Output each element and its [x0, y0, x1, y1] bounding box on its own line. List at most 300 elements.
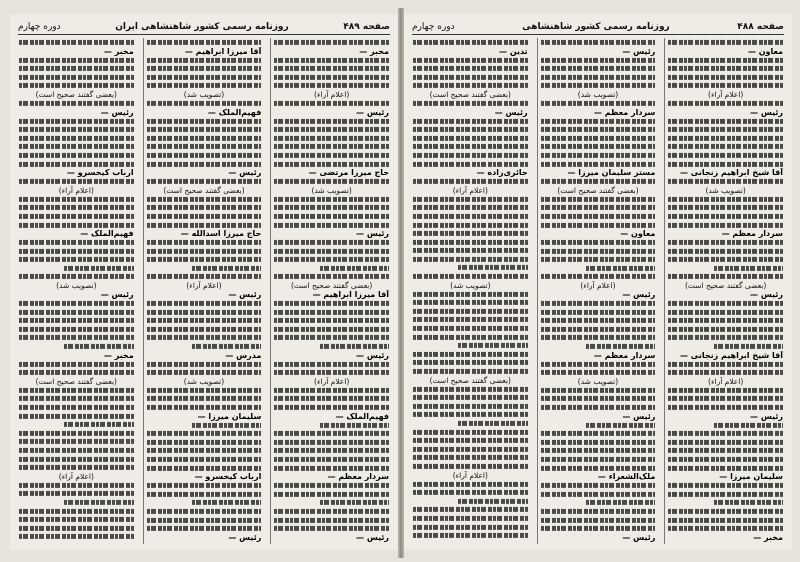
text-line	[19, 101, 134, 106]
text-line	[413, 248, 528, 253]
text-line	[147, 179, 262, 184]
text-line	[274, 274, 389, 279]
text-line	[19, 58, 134, 63]
text-line	[413, 197, 528, 202]
text-line	[668, 318, 783, 323]
text-line	[147, 274, 262, 279]
text-line	[274, 127, 389, 132]
text-line	[541, 240, 656, 245]
text-line	[668, 240, 783, 245]
speaker-heading: رئیس —	[622, 290, 656, 300]
text-line	[147, 405, 262, 410]
text-line	[541, 362, 656, 367]
text-line	[668, 448, 783, 453]
text-line	[541, 405, 656, 410]
text-line	[19, 222, 134, 227]
right-page-column-2	[537, 38, 659, 544]
speaker-heading: مخبر —	[103, 350, 134, 360]
text-line	[668, 335, 783, 340]
session-note: (بعضی گفتند صحیح است)	[557, 185, 639, 195]
text-line	[19, 414, 134, 419]
text-line	[192, 423, 261, 428]
text-line	[413, 40, 528, 45]
text-line	[413, 292, 528, 297]
session-note: (اعلام آراء)	[58, 185, 94, 195]
text-line	[147, 388, 262, 393]
session-note: (اعلام آراء)	[580, 281, 616, 291]
text-line	[413, 317, 528, 322]
session-note: (اعلام آراء)	[314, 376, 350, 386]
text-line	[147, 214, 262, 219]
left-page-title: روزنامه رسمی کشور شاهنشاهی ایران	[115, 22, 289, 32]
text-line	[147, 240, 262, 245]
text-line	[19, 465, 134, 470]
session-note: (تصویب شد)	[183, 376, 225, 386]
text-line	[541, 118, 656, 123]
book-gutter	[398, 8, 404, 558]
text-line	[19, 66, 134, 71]
text-line	[19, 491, 134, 496]
text-line	[413, 231, 528, 236]
session-note: (تصویب شد)	[577, 376, 619, 386]
text-line	[413, 464, 528, 469]
text-line	[147, 483, 262, 488]
text-line	[19, 405, 134, 410]
text-line	[147, 440, 262, 445]
session-note: (بعضی گفتند صحیح است)	[684, 281, 767, 291]
right-page-column-3	[410, 38, 531, 544]
left-page-column-3	[16, 38, 137, 544]
text-line	[714, 266, 783, 271]
text-line	[413, 161, 528, 166]
text-line	[668, 161, 783, 166]
speaker-heading: مدرس —	[225, 350, 262, 360]
speaker-heading: رئیس —	[622, 532, 656, 542]
text-line	[192, 344, 261, 349]
text-line	[541, 136, 656, 141]
right-page	[404, 14, 792, 550]
text-line	[147, 318, 262, 323]
text-line	[668, 222, 783, 227]
text-line	[274, 526, 389, 531]
text-line	[541, 492, 656, 497]
text-line	[320, 266, 389, 271]
text-line	[541, 318, 656, 323]
text-line	[274, 517, 389, 522]
text-line	[19, 83, 134, 88]
text-line	[413, 257, 528, 262]
text-line	[19, 214, 134, 219]
text-line	[541, 197, 656, 202]
text-line	[541, 465, 656, 470]
text-line	[458, 421, 527, 426]
text-line	[668, 257, 783, 262]
speaker-heading: آقا میرزا ابراهیم —	[184, 46, 262, 56]
text-line	[274, 483, 389, 488]
text-line	[668, 274, 783, 279]
text-line	[274, 431, 389, 436]
text-line	[413, 240, 528, 245]
speaker-heading: ملک‌الشعراء —	[597, 472, 656, 482]
text-line	[413, 507, 528, 512]
text-line	[413, 524, 528, 529]
speaker-heading: سردار معظم —	[721, 229, 783, 239]
text-line	[668, 75, 783, 80]
text-line	[147, 362, 262, 367]
speaker-heading: رئیس —	[494, 107, 528, 117]
text-line	[147, 205, 262, 210]
text-line	[413, 66, 528, 71]
text-line	[413, 533, 528, 538]
text-line	[541, 249, 656, 254]
text-line	[668, 197, 783, 202]
text-line	[19, 335, 134, 340]
speaker-heading: رئیس —	[356, 229, 389, 239]
text-line	[541, 75, 656, 80]
text-line	[274, 66, 389, 71]
text-line	[541, 274, 656, 279]
session-note: (بعضی گفتند صحیح است)	[35, 376, 117, 386]
text-line	[147, 431, 262, 436]
text-line	[147, 75, 262, 80]
text-line	[274, 197, 389, 202]
text-line	[147, 101, 262, 106]
text-line	[413, 153, 528, 158]
text-line	[192, 500, 261, 505]
text-line	[274, 335, 389, 340]
text-line	[413, 144, 528, 149]
text-line	[413, 395, 528, 400]
speaker-heading: معاون —	[747, 46, 783, 56]
text-line	[413, 455, 528, 460]
text-line	[413, 274, 528, 279]
text-line	[274, 249, 389, 254]
speaker-heading: حاج میرزا مرتضی —	[308, 168, 389, 178]
text-line	[274, 492, 389, 497]
text-line	[668, 431, 783, 436]
text-line	[64, 500, 133, 505]
text-line	[147, 310, 262, 315]
text-line	[274, 465, 389, 470]
text-line	[274, 257, 389, 262]
text-line	[274, 301, 389, 306]
speaker-heading: رئیس —	[356, 107, 389, 117]
speaker-heading: معاون —	[620, 229, 656, 239]
text-line	[413, 490, 528, 495]
session-note: (بعضی گفتند صحیح است)	[290, 281, 373, 291]
text-line	[274, 440, 389, 445]
text-line	[413, 447, 528, 452]
text-line	[668, 58, 783, 63]
session-note: (اعلام آراء)	[452, 185, 488, 195]
text-line	[541, 144, 656, 149]
text-line	[668, 153, 783, 158]
text-line	[413, 438, 528, 443]
text-line	[413, 360, 528, 365]
text-line	[274, 362, 389, 367]
text-line	[19, 483, 134, 488]
left-page-header	[18, 20, 390, 35]
text-line	[274, 205, 389, 210]
speaker-heading: سلیمان میرزا —	[197, 411, 262, 421]
text-line	[541, 440, 656, 445]
text-line	[668, 388, 783, 393]
text-line	[19, 179, 134, 184]
text-line	[413, 75, 528, 80]
text-line	[668, 179, 783, 184]
text-line	[668, 465, 783, 470]
text-line	[541, 40, 656, 45]
right-page-period: دوره چهارم	[412, 22, 455, 32]
text-line	[19, 388, 134, 393]
session-note: (تصویب شد)	[183, 89, 225, 99]
text-line	[147, 197, 262, 202]
text-line	[274, 144, 389, 149]
text-line	[147, 370, 262, 375]
text-line	[320, 423, 389, 428]
text-line	[19, 517, 134, 522]
session-note: (تصویب شد)	[577, 89, 619, 99]
text-line	[668, 214, 783, 219]
text-line	[668, 144, 783, 149]
speaker-heading: فهیم‌الملک —	[335, 411, 389, 421]
text-line	[274, 370, 389, 375]
text-line	[274, 318, 389, 323]
text-line	[413, 83, 528, 88]
text-line	[147, 249, 262, 254]
speaker-heading: رئیس —	[228, 290, 262, 300]
text-line	[668, 205, 783, 210]
text-line	[64, 266, 133, 271]
text-line	[274, 118, 389, 123]
text-line	[413, 481, 528, 486]
speaker-heading: رئیس —	[750, 411, 783, 421]
text-line	[320, 344, 389, 349]
text-line	[274, 75, 389, 80]
text-line	[147, 153, 262, 158]
text-line	[413, 136, 528, 141]
text-line	[413, 429, 528, 434]
right-page-column-1	[664, 38, 786, 544]
text-line	[668, 83, 783, 88]
text-line	[668, 127, 783, 132]
text-line	[274, 136, 389, 141]
text-line	[413, 58, 528, 63]
speaker-heading: تدین —	[499, 46, 528, 56]
text-line	[413, 214, 528, 219]
text-line	[541, 127, 656, 132]
text-line	[147, 144, 262, 149]
session-note: (تصویب شد)	[311, 185, 352, 195]
speaker-heading: ارباب کیخسرو —	[66, 168, 134, 178]
text-line	[274, 448, 389, 453]
text-line	[147, 83, 262, 88]
speaker-heading: سردار معظم —	[327, 472, 389, 482]
session-note: (اعلام آراء)	[708, 89, 744, 99]
text-line	[147, 396, 262, 401]
text-line	[413, 179, 528, 184]
text-line	[147, 327, 262, 332]
speaker-heading: رئیس —	[356, 532, 389, 542]
text-line	[413, 309, 528, 314]
text-line	[668, 492, 783, 497]
text-line	[320, 500, 389, 505]
text-line	[413, 412, 528, 417]
right-page-number: صفحه ۴۸۸	[737, 22, 784, 32]
text-line	[274, 153, 389, 158]
text-line	[147, 161, 262, 166]
text-line	[147, 40, 262, 45]
text-line	[541, 153, 656, 158]
speaker-heading: مخبر —	[103, 46, 134, 56]
text-line	[19, 327, 134, 332]
text-line	[541, 335, 656, 340]
text-line	[668, 40, 783, 45]
text-line	[274, 161, 389, 166]
text-line	[192, 266, 261, 271]
text-line	[541, 66, 656, 71]
right-page-columns	[410, 38, 786, 544]
text-line	[274, 179, 389, 184]
speaker-heading: سردار معظم —	[593, 107, 656, 117]
text-line	[147, 509, 262, 514]
text-line	[19, 396, 134, 401]
text-line	[668, 509, 783, 514]
text-line	[714, 500, 783, 505]
right-page-header	[412, 20, 784, 35]
text-line	[541, 222, 656, 227]
text-line	[413, 326, 528, 331]
session-note: (تصویب شد)	[56, 281, 97, 291]
text-line	[413, 387, 528, 392]
speaker-heading: رئیس —	[750, 290, 783, 300]
text-line	[64, 422, 133, 427]
text-line	[147, 66, 262, 71]
text-line	[541, 161, 656, 166]
text-line	[668, 66, 783, 71]
text-line	[274, 58, 389, 63]
text-line	[19, 431, 134, 436]
text-line	[147, 136, 262, 141]
text-line	[541, 370, 656, 375]
text-line	[19, 161, 134, 166]
text-line	[714, 344, 783, 349]
text-line	[541, 457, 656, 462]
text-line	[147, 301, 262, 306]
speaker-heading: سردار معظم —	[593, 350, 656, 360]
speaker-heading: مخبر —	[753, 532, 783, 542]
text-line	[541, 431, 656, 436]
text-line	[147, 335, 262, 340]
text-line	[541, 179, 656, 184]
text-line	[668, 362, 783, 367]
text-line	[19, 75, 134, 80]
text-line	[19, 274, 134, 279]
text-line	[541, 396, 656, 401]
text-line	[19, 249, 134, 254]
text-line	[147, 517, 262, 522]
text-line	[19, 153, 134, 158]
text-line	[413, 335, 528, 340]
speaker-heading: سلیمان میرزا —	[719, 472, 783, 482]
speaker-heading: رئیس —	[622, 46, 656, 56]
session-note: (بعضی گفتند صحیح است)	[429, 375, 511, 385]
text-line	[19, 362, 134, 367]
text-line	[541, 101, 656, 106]
left-page	[10, 14, 398, 550]
text-line	[541, 83, 656, 88]
text-line	[147, 58, 262, 63]
text-line	[668, 526, 783, 531]
speaker-heading: رئیس —	[228, 532, 262, 542]
text-line	[458, 343, 527, 348]
speaker-heading: رئیس —	[750, 107, 783, 117]
text-line	[541, 509, 656, 514]
text-line	[274, 405, 389, 410]
text-line	[668, 249, 783, 254]
speaker-heading: حائری‌زاده —	[476, 168, 528, 178]
speaker-heading: مخبر —	[359, 46, 389, 56]
left-page-column-1	[270, 38, 392, 544]
right-page-title: روزنامه رسمی کشور شاهنشاهی	[522, 22, 670, 32]
session-note: (بعضی گفتند صحیح است)	[163, 185, 245, 195]
text-line	[19, 526, 134, 531]
text-line	[274, 457, 389, 462]
text-line	[19, 301, 134, 306]
session-note: (اعلام آراء)	[314, 89, 350, 99]
text-line	[541, 301, 656, 306]
text-line	[541, 517, 656, 522]
session-note: (بعضی گفتند صحیح است)	[35, 89, 117, 99]
left-page-number: صفحه ۴۸۹	[343, 22, 390, 32]
text-line	[541, 327, 656, 332]
session-note: (تصویب شد)	[450, 280, 491, 290]
session-note: (تصویب شد)	[705, 185, 746, 195]
text-line	[19, 318, 134, 323]
speaker-heading: آقا شیخ ابراهیم زنجانی —	[679, 350, 783, 360]
text-line	[274, 327, 389, 332]
text-line	[413, 300, 528, 305]
text-line	[274, 222, 389, 227]
text-line	[19, 456, 134, 461]
text-line	[274, 388, 389, 393]
text-line	[413, 352, 528, 357]
text-line	[19, 127, 134, 132]
text-line	[19, 144, 134, 149]
session-note: (بعضی گفتند صحیح است)	[429, 89, 511, 99]
text-line	[19, 205, 134, 210]
text-line	[19, 240, 134, 245]
text-line	[668, 405, 783, 410]
text-line	[586, 344, 655, 349]
speaker-heading: فهیم‌الملک —	[80, 229, 134, 239]
text-line	[586, 266, 655, 271]
text-line	[541, 310, 656, 315]
text-line	[147, 257, 262, 262]
text-line	[541, 214, 656, 219]
text-line	[668, 310, 783, 315]
text-line	[19, 534, 134, 539]
speaker-heading: رئیس —	[100, 107, 134, 117]
text-line	[147, 222, 262, 227]
text-line	[147, 457, 262, 462]
text-line	[19, 508, 134, 513]
text-line	[19, 40, 134, 45]
text-line	[541, 526, 656, 531]
text-line	[274, 310, 389, 315]
speaker-heading: حاج میرزا اسدالله —	[180, 229, 262, 239]
text-line	[147, 526, 262, 531]
